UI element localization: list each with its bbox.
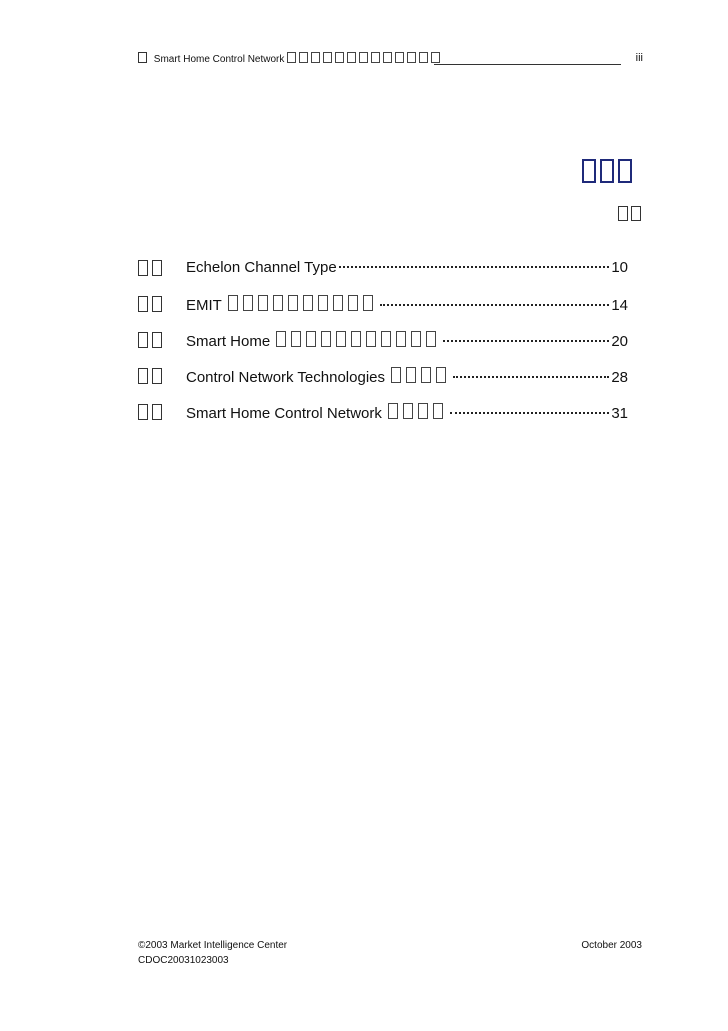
toc-entry[interactable] xyxy=(138,403,628,439)
toc-dot-leader xyxy=(450,412,609,414)
header-glyph-box xyxy=(138,52,147,63)
toc-entry-label: Echelon Channel Type xyxy=(186,259,337,276)
toc-entry-number-glyphs xyxy=(138,404,166,424)
toc-entry[interactable] xyxy=(138,295,628,331)
footer-doc-id: CDOC20031023003 xyxy=(138,955,229,966)
toc-entry-page: 28 xyxy=(611,369,628,386)
table-of-figures xyxy=(138,259,628,439)
toc-entry-number-glyphs xyxy=(138,368,166,388)
section-title-glyphs xyxy=(578,159,632,187)
toc-entry-number-glyphs xyxy=(138,296,166,316)
footer-copyright: ©2003 Market Intelligence Center xyxy=(138,940,288,951)
footer-left xyxy=(138,938,287,968)
toc-dot-leader xyxy=(380,304,609,306)
toc-unrendered-glyphs xyxy=(276,331,441,351)
toc-entry[interactable] xyxy=(138,259,628,295)
toc-dot-leader xyxy=(453,376,609,378)
toc-dot-leader xyxy=(443,340,609,342)
header-unrendered-glyphs xyxy=(287,52,443,66)
running-header xyxy=(138,52,643,68)
header-title: Smart Home Control Network xyxy=(153,54,285,65)
toc-entry-label: Smart Home xyxy=(186,331,441,351)
header-rule xyxy=(434,64,621,65)
footer-date: October 2003 xyxy=(581,940,642,951)
toc-entry-label: Control Network Technologies xyxy=(186,367,451,387)
toc-unrendered-glyphs xyxy=(388,403,448,423)
toc-entry-page: 10 xyxy=(611,259,628,276)
toc-entry[interactable] xyxy=(138,367,628,403)
toc-entry-page: 20 xyxy=(611,333,628,350)
column-heading-glyphs xyxy=(615,206,641,222)
header-page-number: iii xyxy=(635,52,643,64)
toc-entry-number-glyphs xyxy=(138,260,166,280)
toc-unrendered-glyphs xyxy=(391,367,451,387)
toc-entry-number-glyphs xyxy=(138,332,166,352)
toc-entry[interactable] xyxy=(138,331,628,367)
toc-unrendered-glyphs xyxy=(228,295,378,315)
toc-entry-label: EMIT xyxy=(186,295,378,315)
toc-entry-label: Smart Home Control Network xyxy=(186,403,448,423)
toc-entry-page: 31 xyxy=(611,405,628,422)
toc-dot-leader xyxy=(339,266,610,268)
toc-entry-page: 14 xyxy=(611,297,628,314)
